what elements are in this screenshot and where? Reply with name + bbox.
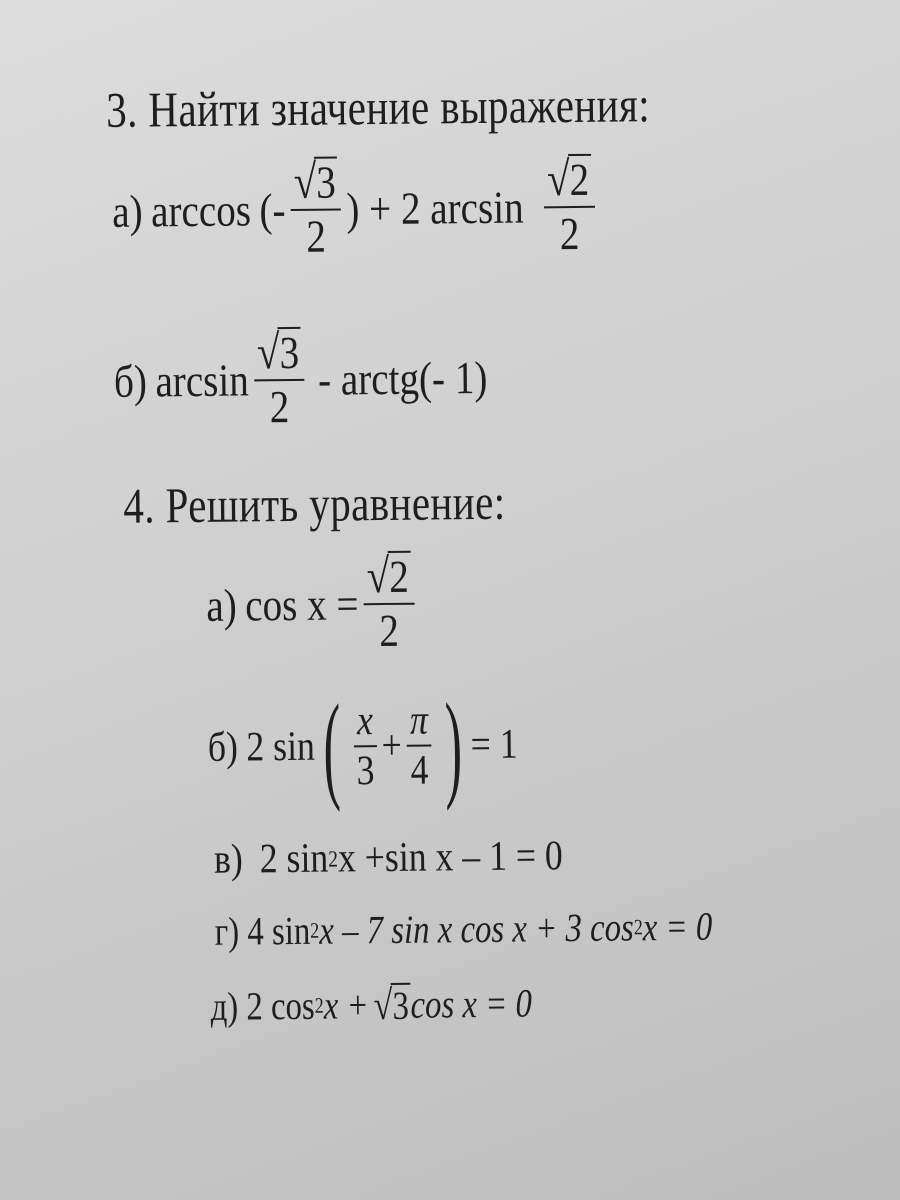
task3a-num2: 2 bbox=[569, 153, 590, 206]
task4b-label: б) bbox=[207, 724, 239, 771]
task4b-close-paren: ) bbox=[444, 678, 463, 812]
task4e-p1: 2 cos bbox=[246, 982, 315, 1029]
task4a-lhs: cos x = bbox=[244, 578, 359, 631]
task4b-open-paren: ( bbox=[322, 679, 342, 813]
task4e-label: д) bbox=[210, 983, 239, 1029]
task4a-den: 2 bbox=[379, 605, 400, 657]
task4d-label: г) bbox=[214, 908, 240, 954]
task3a-func1: arccos bbox=[150, 184, 252, 237]
task4e-equation bbox=[210, 979, 532, 1029]
task4-heading-text: 4. Решить уравнение: bbox=[123, 473, 506, 534]
task4b-fraction2 bbox=[406, 698, 432, 792]
task3a-den1: 2 bbox=[306, 210, 327, 263]
task3a-fraction1: √ 3 2 bbox=[290, 156, 342, 261]
task3a-label: а) bbox=[111, 185, 143, 237]
task3a-open: (- bbox=[259, 183, 286, 236]
task3b-den1: 2 bbox=[269, 381, 290, 433]
task4d-p3: x = 0 bbox=[642, 903, 713, 950]
task4b-plus: + bbox=[381, 722, 403, 770]
task3b-label: б) bbox=[113, 355, 148, 407]
task4d-p1: 4 sin bbox=[247, 907, 311, 954]
task3-heading-text: 3. Найти значение выражения: bbox=[105, 76, 651, 138]
task4c-equation bbox=[214, 832, 563, 884]
task3a-close-plus: ) + 2 arcsin bbox=[346, 181, 524, 235]
task4b-equation bbox=[207, 678, 518, 813]
task3a-num1: 3 bbox=[315, 156, 337, 208]
task4e-rad: 3 bbox=[392, 982, 410, 1028]
task4c-expr-start: 2 sin bbox=[259, 835, 329, 883]
task4b-den1: 3 bbox=[356, 748, 375, 795]
task4d-p2: x – 7 sin x cos x + 3 cos bbox=[319, 904, 634, 953]
task4a-label: а) bbox=[206, 579, 238, 631]
task4-heading bbox=[123, 473, 506, 535]
task4b-den2: 4 bbox=[410, 747, 429, 794]
task4c-label: в) bbox=[213, 836, 244, 883]
task3b-func1: arcsin bbox=[155, 354, 250, 407]
task4b-rhs: = 1 bbox=[470, 721, 518, 769]
task4b-fraction1 bbox=[353, 699, 377, 793]
task3b-rest: - arctg(- 1) bbox=[317, 351, 488, 405]
task3b-num1: 3 bbox=[279, 326, 300, 379]
task4c-expr-end: x +sin x – 1 = 0 bbox=[337, 833, 563, 882]
task3-heading bbox=[106, 75, 650, 139]
task3a-fraction2: √ 2 2 bbox=[543, 154, 595, 259]
task3a-den2: 2 bbox=[559, 208, 580, 260]
task4a-equation bbox=[206, 551, 420, 658]
task4b-num1: x bbox=[356, 698, 374, 745]
task4b-coef: 2 sin bbox=[246, 723, 316, 771]
task4e-sqrt: √ 3 bbox=[373, 982, 410, 1029]
task3b-expression bbox=[113, 325, 487, 433]
task4d-equation bbox=[215, 903, 713, 955]
task4a-num: 2 bbox=[388, 550, 410, 602]
task4b-num2: π bbox=[409, 697, 429, 744]
task3b-fraction: √ 3 2 bbox=[253, 327, 305, 432]
task3a-expression bbox=[112, 154, 601, 264]
task4a-fraction: √ 2 2 bbox=[363, 551, 415, 656]
task4e-p3: cos x = 0 bbox=[410, 980, 533, 1027]
task4e-p2: x + bbox=[323, 982, 369, 1028]
